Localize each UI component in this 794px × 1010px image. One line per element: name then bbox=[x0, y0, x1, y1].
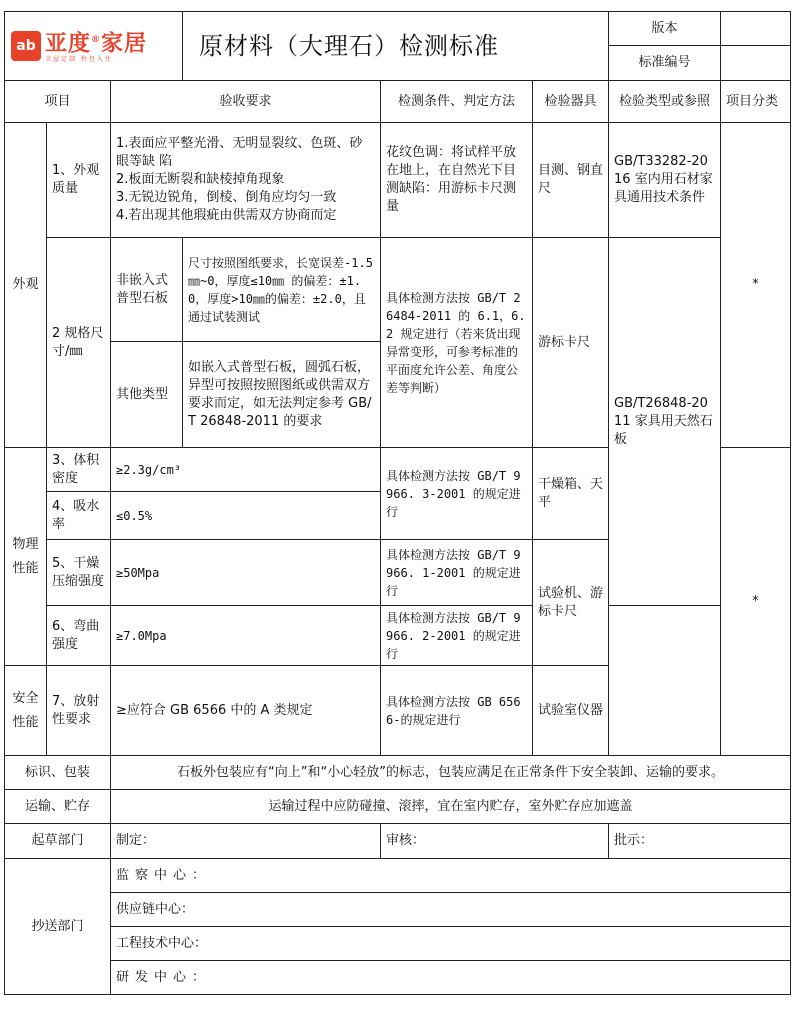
req-line: 2.板面无断裂和缺棱掉角现象 bbox=[116, 172, 285, 187]
category-appearance: * bbox=[721, 123, 791, 448]
standard-document bbox=[4, 11, 790, 995]
group-appearance: 外观 bbox=[5, 123, 47, 448]
document-title: 原材料（大理石）检测标准 bbox=[183, 12, 609, 81]
category-physical: * bbox=[721, 448, 791, 756]
made-by-field[interactable]: 制定： bbox=[111, 824, 381, 859]
version-value[interactable] bbox=[721, 12, 791, 46]
tool-appearance-quality: 目测、钢直尺 bbox=[533, 123, 609, 238]
copy-dept-engineering[interactable]: 工程技术中心： bbox=[111, 927, 791, 961]
item-absorption: 4、吸水率 bbox=[47, 492, 111, 540]
req-absorption: ≤0.5% bbox=[111, 492, 381, 540]
copy-dept-rnd[interactable]: 研发中心： bbox=[111, 961, 791, 995]
drafting-label: 起草部门 bbox=[5, 824, 111, 859]
group-physical: 物理性能 bbox=[5, 448, 47, 666]
item-bend: 6、弯曲强度 bbox=[47, 606, 111, 666]
standard-table bbox=[4, 11, 791, 995]
req-non-embedded: 尺寸按照图纸要求，长宽误差-1.5㎜~0，厚度≤10㎜ 的偏差：±1.0，厚度>10㎜的偏差：±2.0，且通过试装测试 bbox=[183, 238, 381, 342]
brand-logo bbox=[11, 26, 176, 66]
standard-no-label: 标准编号 bbox=[609, 46, 721, 81]
item-radiation: 7、放射性要求 bbox=[47, 666, 111, 756]
tool-strength: 试验机、游标卡尺 bbox=[533, 540, 609, 666]
method-size: 具体检测方法按 GB/T 26484-2011 的 6.1，6.2 规定进行（若来货出现异常变形，可参考标准的平面度允许公差、角度公差等判断） bbox=[381, 238, 533, 448]
method-radiation: 具体检测方法按 GB 6566-的规定进行 bbox=[381, 666, 533, 756]
packaging-text: 石板外包装应有“向上”和“小心轻放”的标志，包装应满足在正常条件下安全装卸、运输的要求。 bbox=[111, 756, 791, 790]
version-label: 版本 bbox=[609, 12, 721, 46]
method-compress: 具体检测方法按 GB/T 9966. 1-2001 的规定进行 bbox=[381, 540, 533, 606]
transport-label: 运输、贮存 bbox=[5, 790, 111, 824]
req-line: 3.无锐边锐角，倒棱、倒角应均匀一致 bbox=[116, 190, 337, 205]
copy-to-label: 抄送部门 bbox=[5, 859, 111, 995]
registered-mark: ® bbox=[91, 35, 102, 46]
logo-cell bbox=[5, 12, 183, 81]
col-conditions: 检测条件、判定方法 bbox=[381, 81, 533, 123]
col-reference: 检验类型或参照 bbox=[609, 81, 721, 123]
req-line: 4.若出现其他瑕疵由供需双方协商而定 bbox=[116, 208, 337, 223]
req-compress: ≥50Mpa bbox=[111, 540, 381, 606]
logo-tagline: 全屋定制 拎包入住 bbox=[45, 55, 113, 63]
tool-density: 干燥箱、天平 bbox=[533, 448, 609, 540]
col-category: 项目分类 bbox=[721, 81, 791, 123]
sub-non-embedded: 非嵌入式普型石板 bbox=[111, 238, 183, 342]
logo-name-2: 家居 bbox=[101, 30, 148, 57]
ref-appearance-quality: GB/T33282-2016 室内用石材家具通用技术条件 bbox=[609, 123, 721, 238]
item-size: 2 规格尺寸/㎜ bbox=[47, 238, 111, 448]
transport-text: 运输过程中应防碰撞、滚摔，宜在室内贮存，室外贮存应加遮盖 bbox=[111, 790, 791, 824]
logo-mark: ab bbox=[11, 31, 41, 61]
req-line: 1.表面应平整光滑、无明显裂纹、色斑、砂眼等缺 陷 bbox=[116, 136, 363, 169]
item-compress: 5、干燥压缩强度 bbox=[47, 540, 111, 606]
packaging-label: 标识、包装 bbox=[5, 756, 111, 790]
approve-field[interactable]: 批示： bbox=[609, 824, 791, 859]
group-safety: 安全性能 bbox=[5, 666, 47, 756]
item-appearance-quality: 1、外观质量 bbox=[47, 123, 111, 238]
sub-other-type: 其他类型 bbox=[111, 342, 183, 448]
req-bend: ≥7.0Mpa bbox=[111, 606, 381, 666]
req-other-type: 如嵌入式普型石板，圆弧石板，异型可按照按照图纸或供需双方要求而定，如无法判定参考 GB/T 26848-2011 的要求 bbox=[183, 342, 381, 448]
method-bend: 具体检测方法按 GB/T 9966. 2-2001 的规定进行 bbox=[381, 606, 533, 666]
method-appearance-quality: 花纹色调：将试样平放在地上，在自然光下目测缺陷：用游标卡尺测量 bbox=[381, 123, 533, 238]
ref-physical: GB/T26848-2011 家具用天然石板 bbox=[609, 238, 721, 606]
item-density: 3、体积密度 bbox=[47, 448, 111, 492]
copy-dept-supply-chain[interactable]: 供应链中心： bbox=[111, 893, 791, 927]
review-field[interactable]: 审核： bbox=[381, 824, 609, 859]
col-instruments: 检验器具 bbox=[533, 81, 609, 123]
tool-size: 游标卡尺 bbox=[533, 238, 609, 448]
logo-name: 亚度 bbox=[45, 30, 92, 57]
copy-dept-supervision[interactable]: 监察中心： bbox=[111, 859, 791, 893]
tool-radiation: 试验室仪器 bbox=[533, 666, 609, 756]
req-radiation: ≥应符合 GB 6566 中的 A 类规定 bbox=[111, 666, 381, 756]
col-acceptance: 验收要求 bbox=[111, 81, 381, 123]
method-density: 具体检测方法按 GB/T 9966. 3-2001 的规定进行 bbox=[381, 448, 533, 540]
req-density: ≥2.3g/cm³ bbox=[111, 448, 381, 492]
col-item: 项目 bbox=[5, 81, 111, 123]
req-appearance-quality bbox=[111, 123, 381, 238]
standard-no-value[interactable] bbox=[721, 46, 791, 81]
